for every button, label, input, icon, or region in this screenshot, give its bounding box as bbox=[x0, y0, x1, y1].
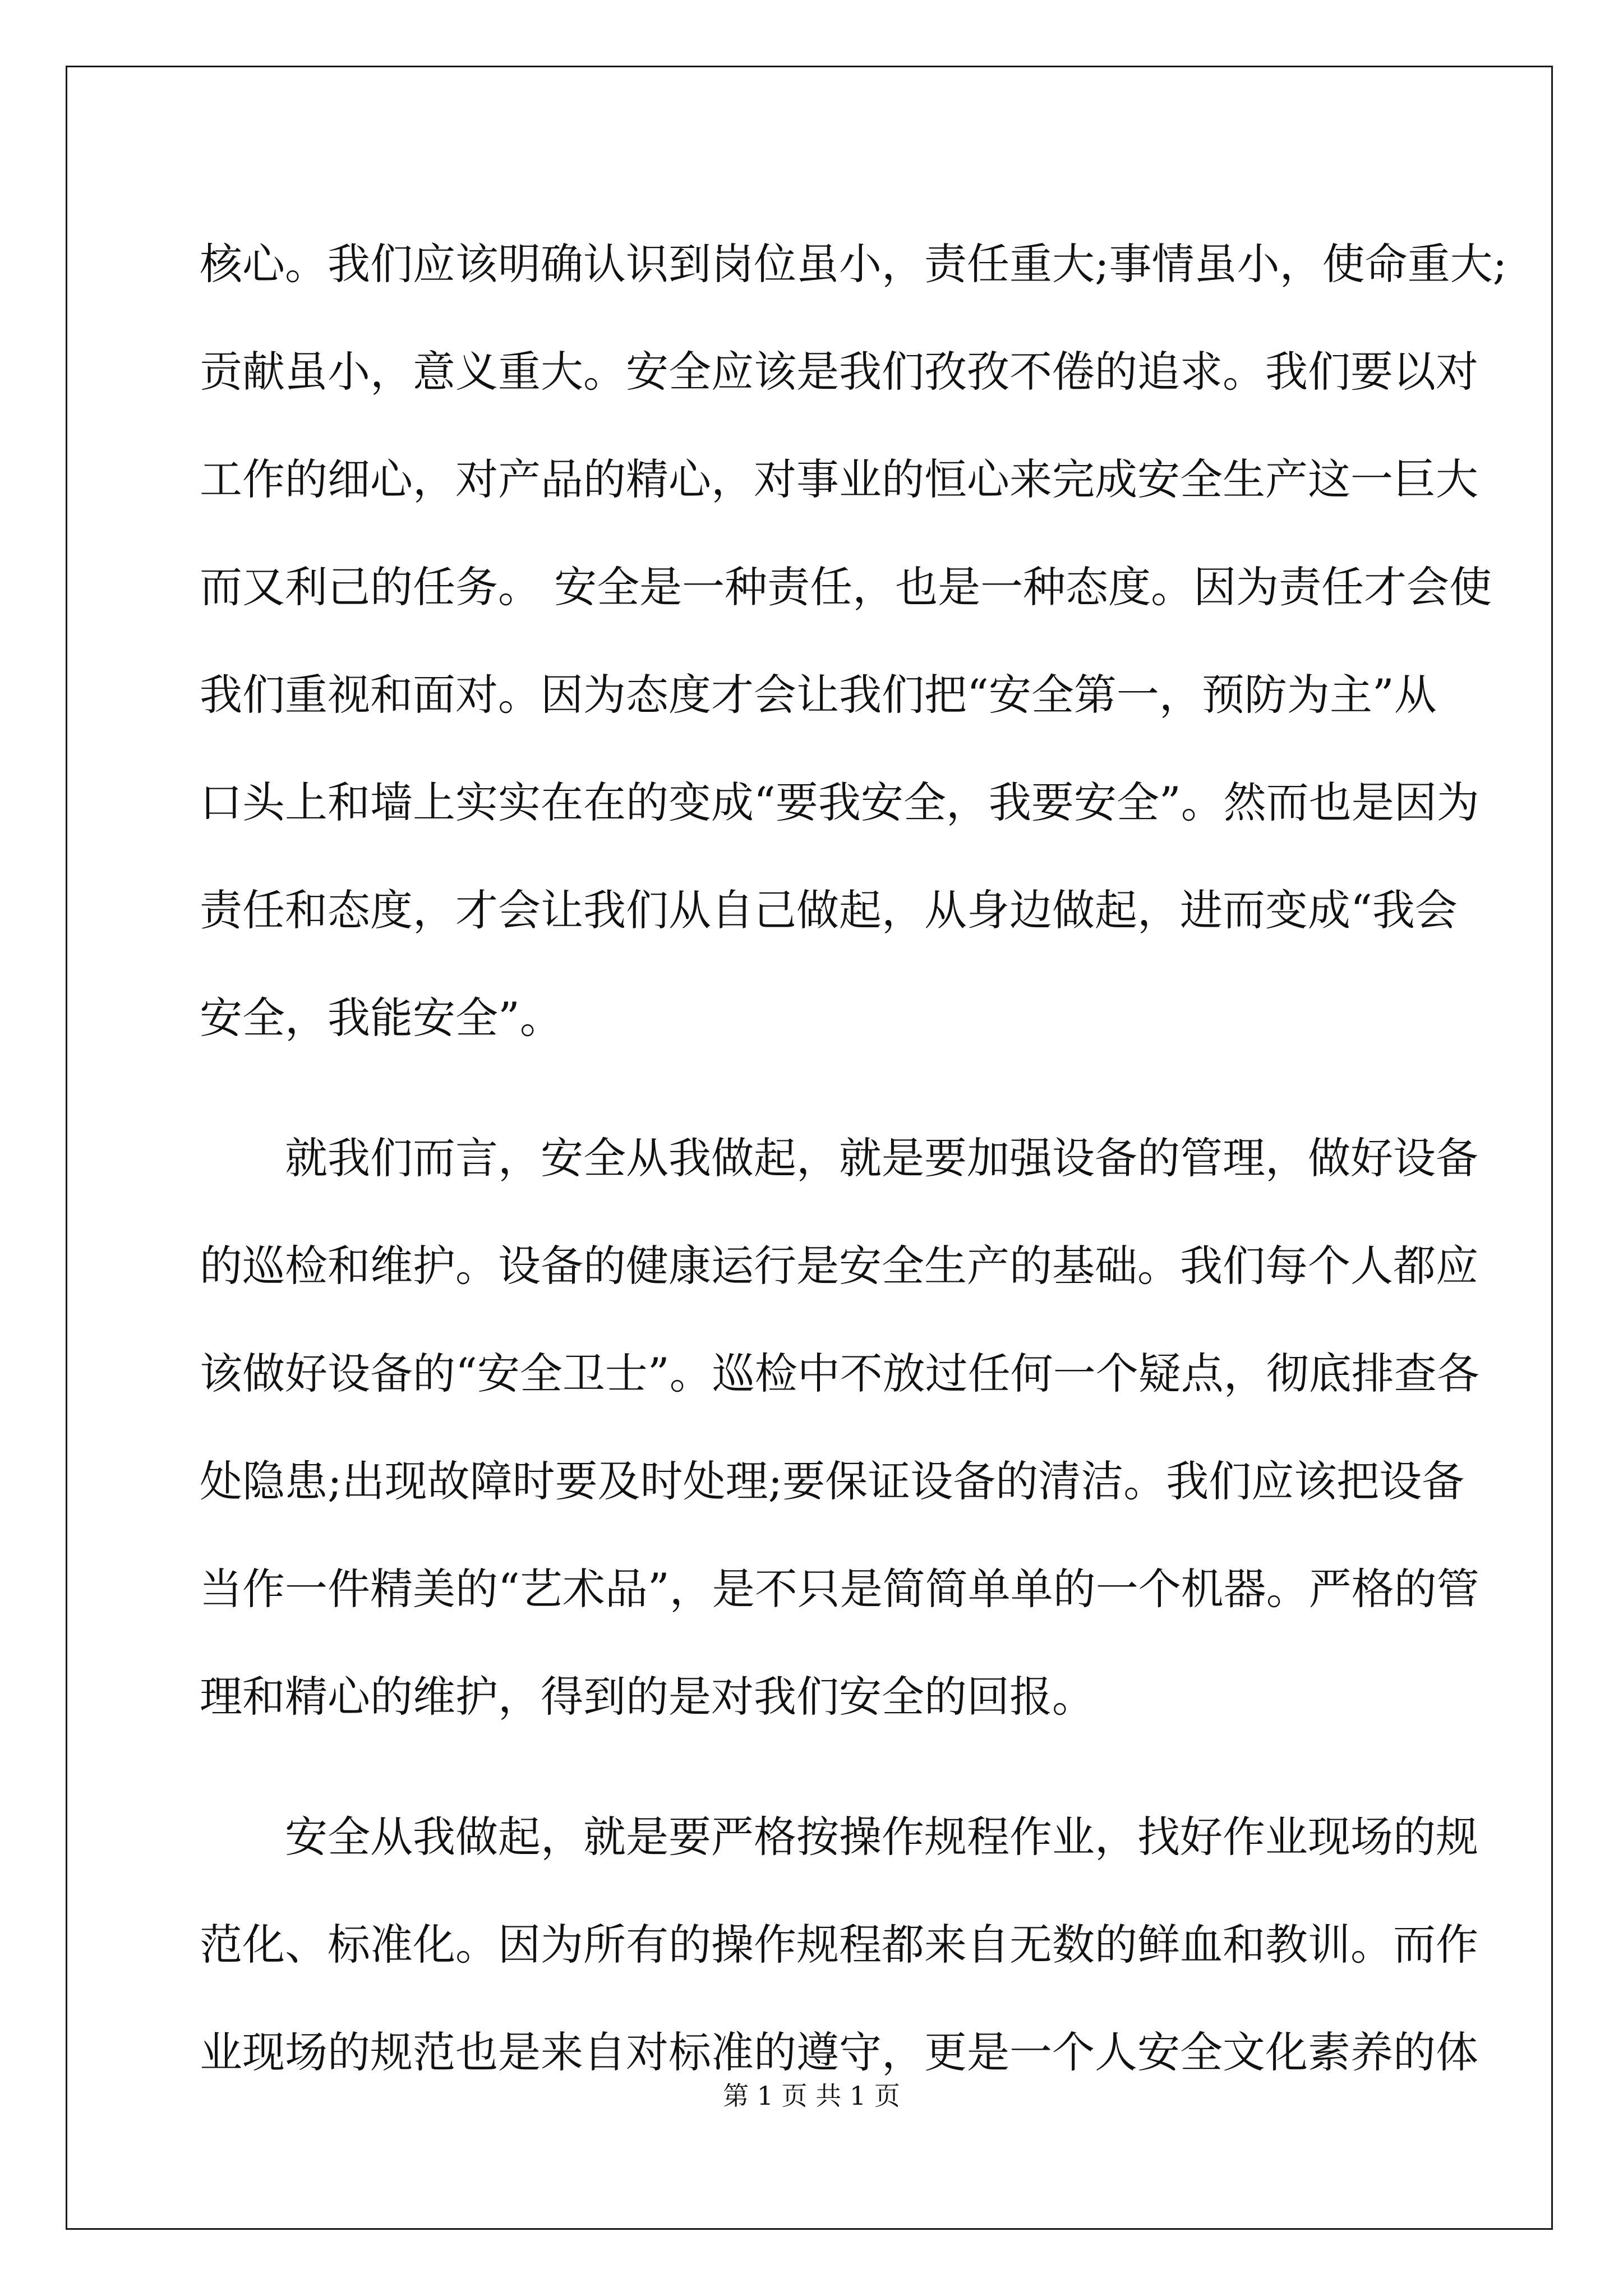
paragraph-1-line-3: 工作的细心，对产品的精心，对事业的恒心来完成安全生产这一巨大 bbox=[200, 454, 1478, 504]
paragraph-1-line-1: 核心。我们应该明确认识到岗位虽小，责任重大;事情虽小，使命重大; bbox=[200, 239, 1507, 289]
paragraph-2-line-5: 当作一件精美的“艺术品”，是不只是简简单单的一个机器。严格的管 bbox=[200, 1564, 1479, 1614]
paragraph-2-line-3: 该做好设备的“安全卫士”。巡检中不放过任何一个疑点，彻底排查各 bbox=[200, 1349, 1479, 1398]
paragraph-1-line-2: 贡献虽小，意义重大。安全应该是我们孜孜不倦的追求。我们要以对 bbox=[200, 347, 1478, 397]
paragraph-3-line-3: 业现场的规范也是来自对标准的遵守，更是一个人安全文化素养的体 bbox=[200, 2027, 1478, 2077]
paragraph-3-line-2: 范化、标准化。因为所有的操作规程都来自无数的鲜血和教训。而作 bbox=[200, 1920, 1478, 1970]
paragraph-1-line-6: 口头上和墙上实实在在的变成“要我安全，我要安全”。然而也是因为 bbox=[200, 777, 1479, 827]
paragraph-1-line-4: 而又利己的任务。 安全是一种责任，也是一种态度。因为责任才会使 bbox=[200, 562, 1492, 612]
paragraph-gap bbox=[200, 1751, 1433, 1783]
paragraph-3-line-1: 安全从我做起，就是要严格按操作规程作业，找好作业现场的规 bbox=[285, 1812, 1478, 1862]
paragraph-1-line-8: 安全，我能安全”。 bbox=[200, 993, 562, 1043]
paragraph-2-line-2: 的巡检和维护。设备的健康运行是安全生产的基础。我们每个人都应 bbox=[200, 1241, 1478, 1291]
paragraph-2-line-1: 就我们而言，安全从我做起，就是要加强设备的管理，做好设备 bbox=[285, 1133, 1478, 1183]
paragraph-gap bbox=[200, 1072, 1433, 1105]
document-body bbox=[200, 210, 1507, 2106]
paragraph-1-line-5: 我们重视和面对。因为态度才会让我们把“安全第一，预防为主”从 bbox=[200, 670, 1437, 720]
paragraph-2-line-6: 理和精心的维护，得到的是对我们安全的回报。 bbox=[200, 1672, 1095, 1722]
page-number-footer: 第 1 页 共 1 页 bbox=[723, 2081, 900, 2111]
paragraph-1-line-7: 责任和态度，才会让我们从自己做起，从身边做起，进而变成“我会 bbox=[200, 885, 1458, 935]
paragraph-2-line-4: 处隐患;出现故障时要及时处理;要保证设备的清洁。我们应该把设备 bbox=[200, 1456, 1465, 1506]
